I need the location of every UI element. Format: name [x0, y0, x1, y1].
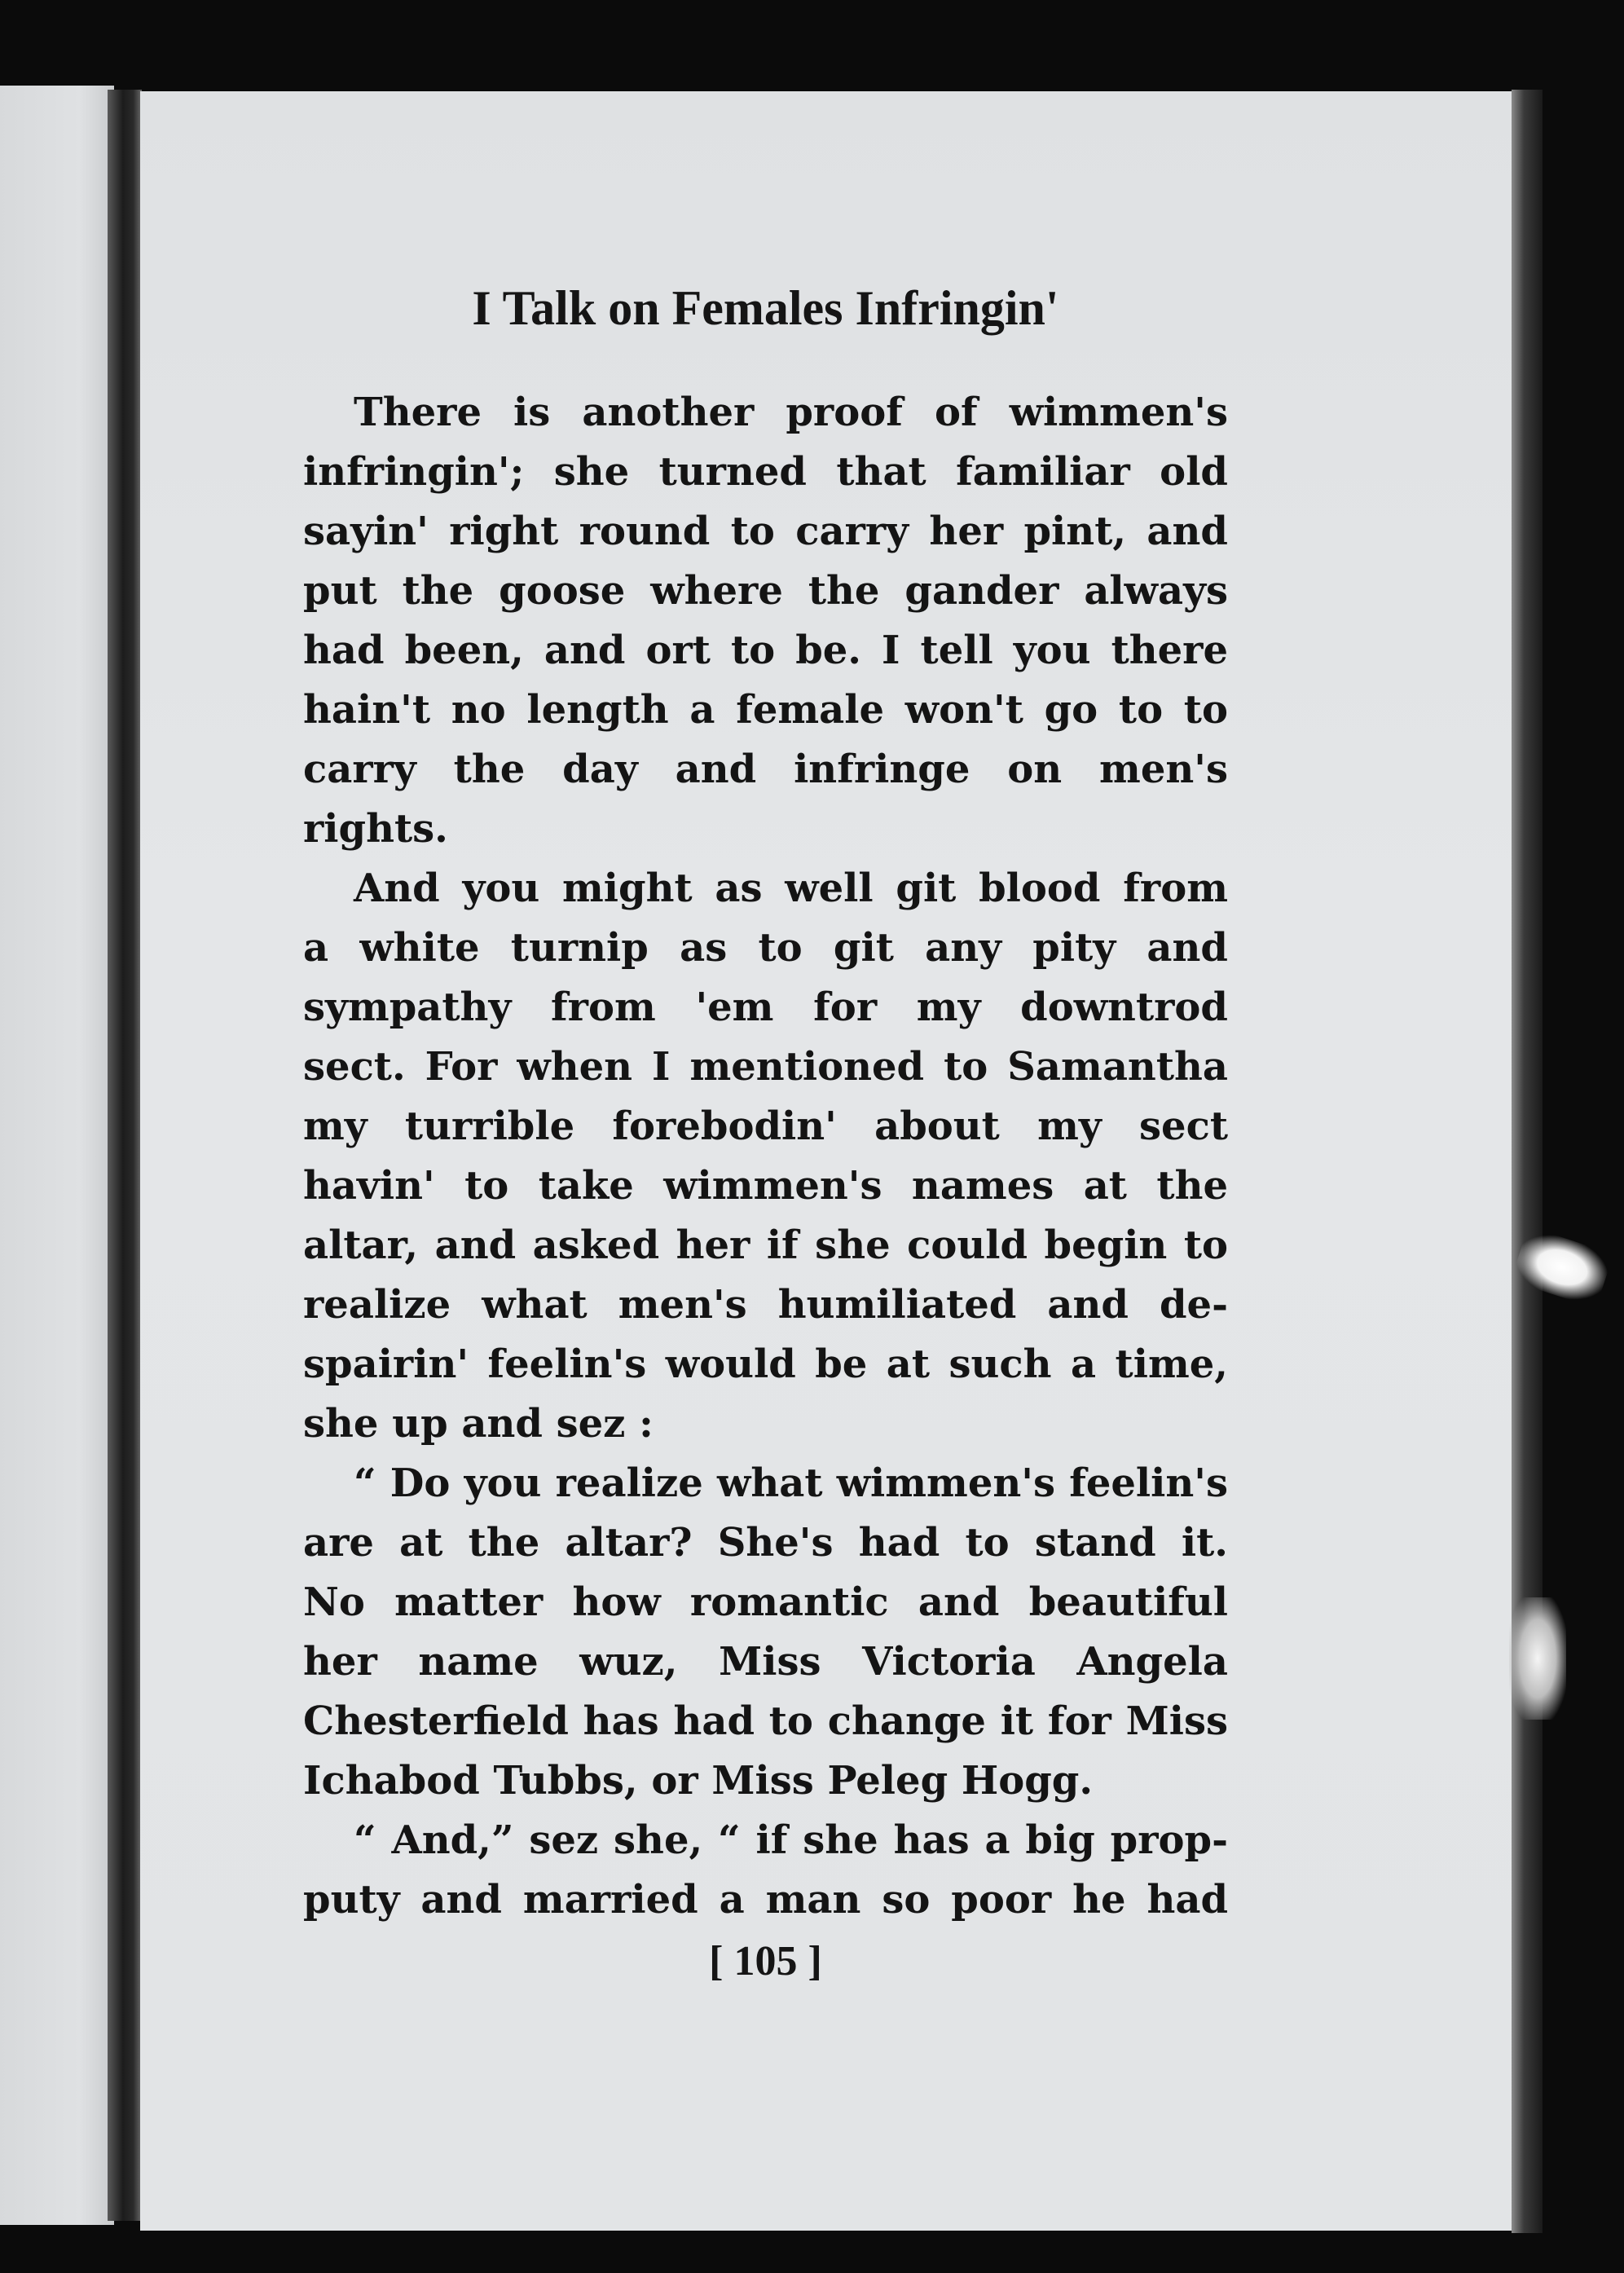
text-line: altar, and asked her if she could begin to — [303, 1222, 1228, 1268]
text-line: No matter how romantic and beautiful — [303, 1579, 1228, 1625]
chapter-title: I Talk on Females Infringin' — [472, 281, 1059, 335]
text-line: sympathy from 'em for my downtrod — [303, 985, 1228, 1030]
page-number: [ 105 ] — [709, 1938, 822, 1984]
text-line: spairin' feelin's would be at such a time, — [303, 1341, 1228, 1387]
text-line: rights. — [303, 806, 448, 852]
text-line: sect. For when I mentioned to Samantha — [303, 1044, 1228, 1090]
text-line: “ And,” sez she, “ if she has a big prop- — [354, 1817, 1228, 1863]
text-line: There is another proof of wimmen's — [354, 390, 1228, 435]
text-line: infringin'; she turned that familiar old — [303, 449, 1228, 495]
text-line: hain't no length a female won't go to to — [303, 687, 1228, 733]
text-line: a white turnip as to git any pity and — [303, 925, 1228, 971]
page-smudge — [1509, 1597, 1566, 1720]
text-line: had been, and ort to be. I tell you there — [303, 628, 1228, 673]
text-line: puty and married a man so poor he had — [303, 1877, 1228, 1923]
page-edge-shadow — [1512, 90, 1543, 2233]
text-line: “ Do you realize what wimmen's feelin's — [354, 1460, 1228, 1506]
text-line: carry the day and infringe on men's — [303, 747, 1228, 792]
text-line: put the goose where the gander always — [303, 568, 1228, 614]
book-gutter — [108, 90, 142, 2221]
facing-page-edge — [0, 86, 114, 2225]
text-line: Ichabod Tubbs, or Miss Peleg Hogg. — [303, 1758, 1094, 1804]
text-line: And you might as well git blood from — [354, 866, 1228, 911]
page-body-text — [303, 383, 1228, 1930]
text-line: Chesterfield has had to change it for Miss — [303, 1698, 1228, 1744]
text-line: are at the altar? She's had to stand it. — [303, 1520, 1228, 1566]
text-line: her name wuz, Miss Victoria Angela — [303, 1639, 1228, 1685]
text-line: sayin' right round to carry her pint, and — [303, 509, 1228, 554]
text-line: she up and sez : — [303, 1401, 654, 1447]
text-line: havin' to take wimmen's names at the — [303, 1163, 1228, 1209]
text-line: my turrible forebodin' about my sect — [303, 1103, 1228, 1149]
text-line: realize what men's humiliated and de- — [303, 1282, 1228, 1328]
